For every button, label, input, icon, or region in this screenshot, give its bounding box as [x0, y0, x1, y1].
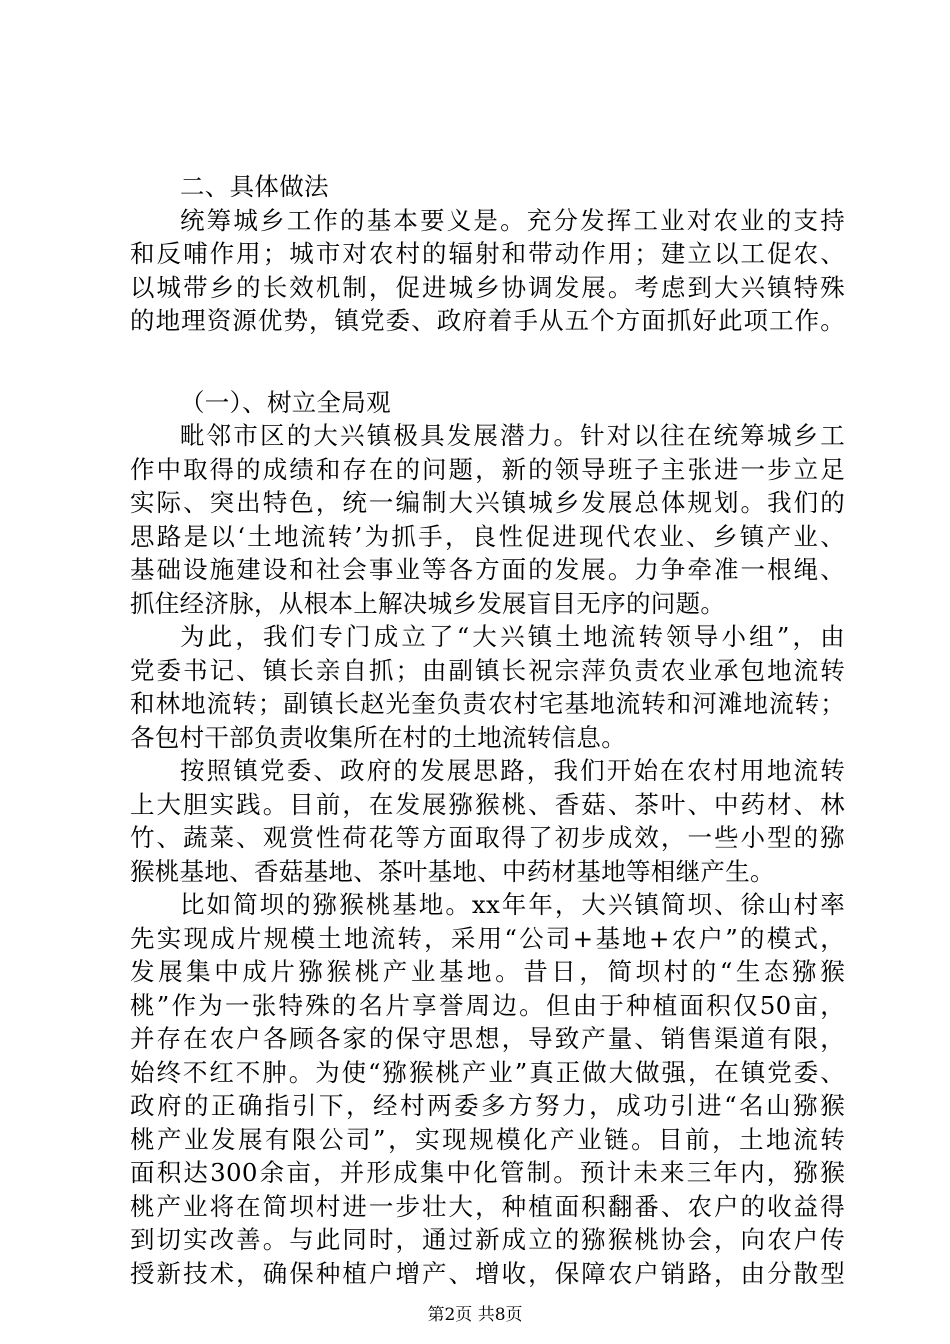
text-line: 作中取得的成绩和存在的问题，新的领导班子主张进一步立足	[130, 454, 845, 484]
text-line: 比如简坝的猕猴桃基地。xx年年，大兴镇简坝、徐山村率	[180, 890, 845, 919]
text-line: 上大胆实践。目前，在发展猕猴桃、香菇、茶叶、中药材、林	[130, 789, 845, 819]
text-line: 思路是以‘土地流转’为抓手，良性促进现代农业、乡镇产业、	[130, 521, 845, 551]
subheading: （一）、树立全局观	[180, 387, 391, 417]
text-line: 桃”作为一张特殊的名片享誉周边。但由于种植面积仅50亩，	[130, 990, 845, 1020]
text-line: 面积达300余亩，并形成集中化管制。预计未来三年内，猕猴	[130, 1158, 845, 1187]
paragraph	[130, 419, 845, 620]
text-line: 桃产业发展有限公司”，实现规模化产业链。目前，土地流转	[130, 1124, 845, 1154]
text-line: 按照镇党委、政府的发展思路，我们开始在农村用地流转	[180, 756, 845, 785]
text-line: 竹、蔬菜、观赏性荷花等方面取得了初步成效，一些小型的猕	[130, 823, 845, 852]
text-line: 实际、突出特色，统一编制大兴镇城乡发展总体规划。我们的	[130, 488, 845, 517]
text-line: 抓住经济脉，从根本上解决城乡发展盲目无序的问题。	[130, 588, 726, 618]
text-line: 为此，我们专门成立了“大兴镇土地流转领导小组”，由	[180, 622, 845, 651]
document-body	[130, 170, 845, 1290]
text-line: 统筹城乡工作的基本要义是。充分发挥工业对农业的支持	[180, 205, 845, 235]
text-line: 党委书记、镇长亲自抓；由副镇长祝宗萍负责农业承包地流转	[130, 655, 845, 685]
text-line: 基础设施建设和社会事业等各方面的发展。力争牵准一根绳、	[130, 555, 845, 584]
text-line: 桃产业将在简坝村进一步壮大，种植面积翻番、农户的收益得	[130, 1191, 845, 1221]
paragraph	[130, 754, 845, 888]
text-line: 猴桃基地、香菇基地、茶叶基地、中药材基地等相继产生。	[130, 856, 775, 886]
paragraph	[130, 204, 845, 338]
text-line: 先实现成片规模土地流转，采用“公司+基地+农户”的模式，	[130, 923, 845, 953]
text-line: 到切实改善。与此同时，通过新成立的猕猴桃协会，向农户传	[130, 1225, 845, 1254]
text-line: 并存在农户各顾各家的保守思想，导致产量、销售渠道有限，	[130, 1024, 845, 1053]
paragraph	[130, 620, 845, 754]
text-line: 政府的正确指引下，经村两委多方努力，成功引进“名山猕猴	[130, 1091, 845, 1120]
text-line: 和反哺作用；城市对农村的辐射和带动作用；建立以工促农、	[130, 239, 845, 268]
text-line: 发展集中成片猕猴桃产业基地。昔日，简坝村的“生态猕猴	[130, 957, 845, 986]
text-line: 和林地流转；副镇长赵光奎负责农村宅基地流转和河滩地流转；	[130, 689, 845, 718]
text-line: 的地理资源优势，镇党委、政府着手从五个方面抓好此项工作。	[130, 306, 845, 335]
text-line: 毗邻市区的大兴镇极具发展潜力。针对以往在统筹城乡工	[180, 421, 845, 450]
paragraph	[130, 888, 845, 1290]
text-line: 始终不红不肿。为使“猕猴桃产业”真正做大做强，在镇党委、	[130, 1057, 845, 1087]
text-line: 授新技术，确保种植户增产、增收，保障农户销路，由分散型	[130, 1258, 845, 1288]
section-heading: 二、具体做法	[180, 172, 329, 201]
text-line: 各包村干部负责收集所在村的土地流转信息。	[130, 722, 626, 752]
text-line: 以城带乡的长效机制，促进城乡协调发展。考虑到大兴镇特殊	[130, 272, 845, 302]
page-number-footer: 第2页 共8页	[427, 1305, 523, 1325]
paragraph-gap	[130, 338, 845, 386]
